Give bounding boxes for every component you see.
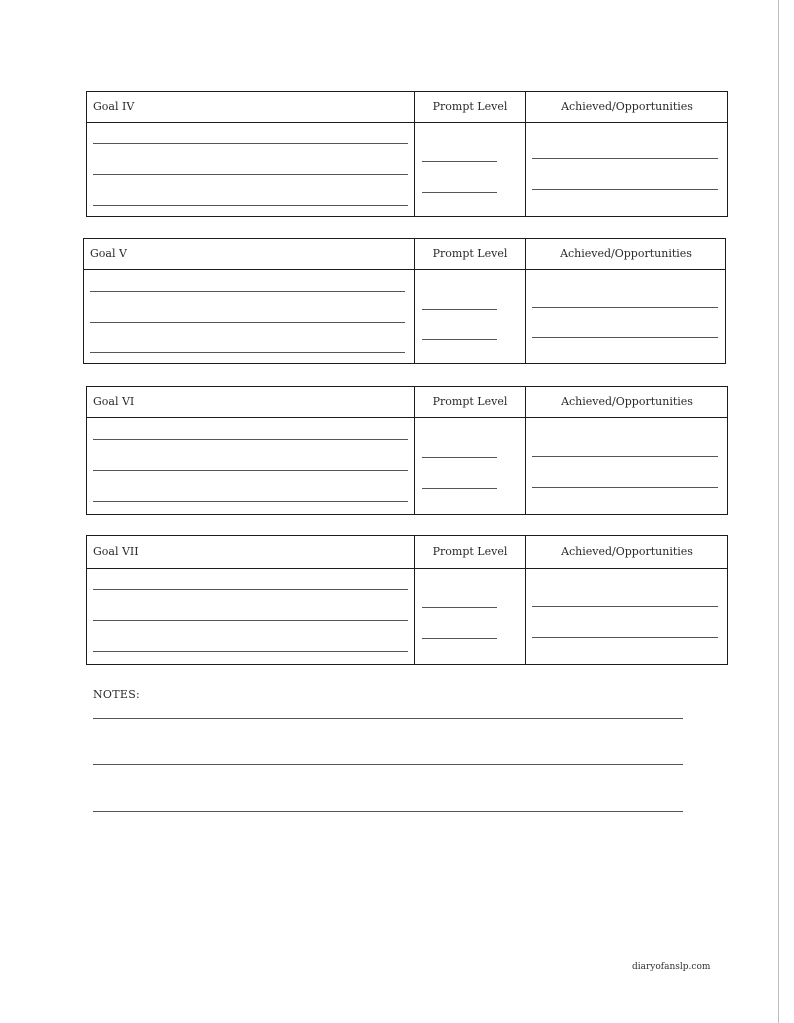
prompt-level-line[interactable] (422, 638, 497, 639)
notes-line[interactable] (93, 811, 683, 812)
goal-write-line[interactable] (90, 322, 405, 323)
notes-line[interactable] (93, 764, 683, 765)
notes-line[interactable] (93, 718, 683, 719)
achieved-opportunities-header: Achieved/Opportunities (561, 545, 693, 558)
goal-write-line[interactable] (93, 620, 408, 621)
prompt-level-header: Prompt Level (432, 247, 508, 260)
goal-write-line[interactable] (93, 470, 408, 471)
column-divider (414, 239, 415, 363)
column-divider (525, 387, 526, 514)
page-edge-divider (778, 0, 779, 1023)
goal-write-line[interactable] (93, 143, 408, 144)
achieved-line[interactable] (532, 606, 718, 607)
goal-iv-table (86, 91, 728, 217)
goal-write-line[interactable] (93, 439, 408, 440)
achieved-line[interactable] (532, 487, 718, 488)
goal-title: Goal V (90, 247, 127, 260)
goal-title: Goal IV (93, 100, 135, 113)
achieved-opportunities-header: Achieved/Opportunities (561, 395, 693, 408)
prompt-level-line[interactable] (422, 309, 497, 310)
achieved-line[interactable] (532, 337, 718, 338)
prompt-level-header: Prompt Level (432, 100, 508, 113)
achieved-line[interactable] (532, 307, 718, 308)
goal-write-line[interactable] (90, 291, 405, 292)
column-divider (414, 92, 415, 216)
goal-write-line[interactable] (93, 501, 408, 502)
goal-write-line[interactable] (93, 651, 408, 652)
column-divider (525, 92, 526, 216)
column-divider (525, 239, 526, 363)
footer-site-credit: diaryofanslp.com (632, 962, 711, 972)
prompt-level-line[interactable] (422, 161, 497, 162)
prompt-level-header: Prompt Level (432, 395, 508, 408)
column-divider (525, 536, 526, 664)
notes-label: NOTES: (93, 688, 141, 701)
achieved-line[interactable] (532, 637, 718, 638)
goal-write-line[interactable] (93, 589, 408, 590)
prompt-level-line[interactable] (422, 339, 497, 340)
prompt-level-line[interactable] (422, 607, 497, 608)
achieved-line[interactable] (532, 158, 718, 159)
achieved-line[interactable] (532, 456, 718, 457)
achieved-line[interactable] (532, 189, 718, 190)
prompt-level-header: Prompt Level (432, 545, 508, 558)
achieved-opportunities-header: Achieved/Opportunities (561, 100, 693, 113)
goal-write-line[interactable] (90, 352, 405, 353)
prompt-level-line[interactable] (422, 457, 497, 458)
goal-vi-table (86, 386, 728, 515)
goal-title: Goal VII (93, 545, 139, 558)
achieved-opportunities-header: Achieved/Opportunities (560, 247, 692, 260)
goal-title: Goal VI (93, 395, 135, 408)
goal-v-table (83, 238, 726, 364)
goal-write-line[interactable] (93, 174, 408, 175)
column-divider (414, 536, 415, 664)
column-divider (414, 387, 415, 514)
goal-write-line[interactable] (93, 205, 408, 206)
prompt-level-line[interactable] (422, 192, 497, 193)
goal-vii-table (86, 535, 728, 665)
prompt-level-line[interactable] (422, 488, 497, 489)
